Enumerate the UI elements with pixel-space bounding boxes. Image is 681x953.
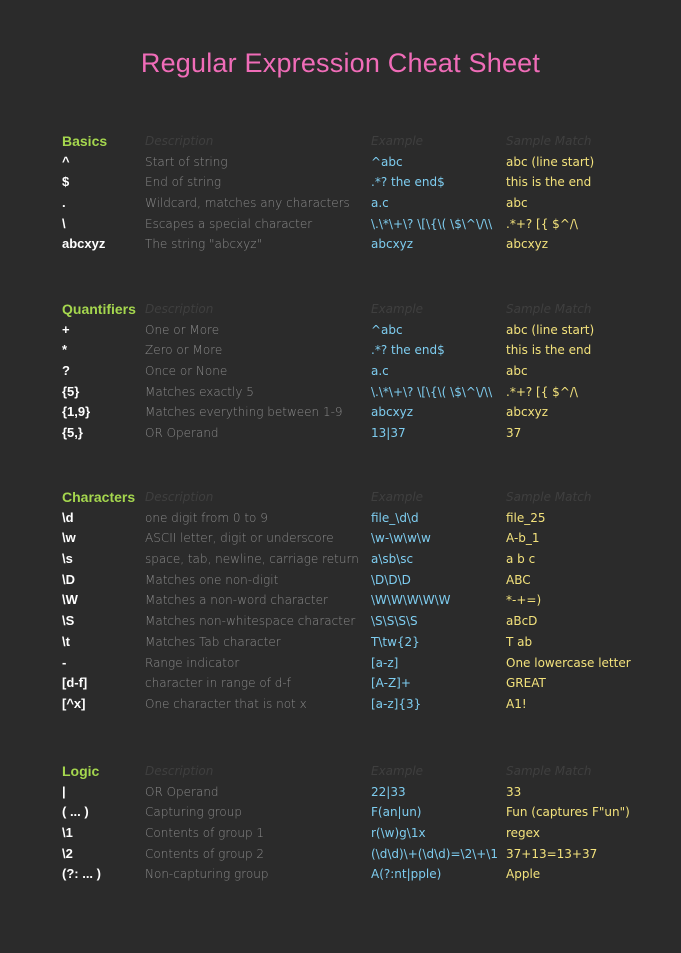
regex-token: \D — [62, 571, 75, 587]
sample-match: abc — [506, 364, 528, 379]
table-row — [0, 382, 681, 403]
table-row — [0, 193, 681, 214]
sample-match: A1! — [506, 696, 527, 711]
sample-match: GREAT — [506, 676, 546, 691]
regex-token: | — [62, 783, 66, 799]
regex-token: {5,} — [62, 425, 83, 441]
regex-example: r(\w)g\1x — [371, 826, 426, 841]
token-description: End of string — [145, 175, 222, 190]
description-header: Description — [145, 134, 214, 148]
sample-match: abcxyz — [506, 237, 549, 252]
table-row — [0, 320, 681, 341]
regex-token: (?: ... ) — [62, 866, 101, 882]
table-row — [0, 653, 681, 674]
token-description: Start of string — [145, 154, 228, 169]
section-header-row — [0, 761, 681, 782]
regex-example: a.c — [371, 196, 389, 211]
sample-match: abc (line start) — [506, 154, 595, 169]
example-header: Example — [371, 302, 424, 316]
sample-match-header: Sample Match — [506, 134, 592, 148]
regex-token: [^x] — [62, 695, 86, 711]
token-description: Matches Tab character — [145, 634, 281, 649]
table-row — [0, 549, 681, 570]
regex-token: \ — [62, 215, 66, 231]
section-characters — [0, 487, 681, 715]
regex-example: (\d\d)\+(\d\d)=\2\+\1 — [371, 846, 498, 861]
regex-example: \.\*\+\? \[\{\( \$\^\/\\ — [371, 384, 493, 399]
table-row — [0, 673, 681, 694]
regex-token: \1 — [62, 825, 73, 841]
description-header: Description — [145, 490, 214, 504]
regex-example: F(an|un) — [371, 805, 422, 820]
token-description: Wildcard, matches any characters — [145, 196, 350, 211]
section-header-row — [0, 299, 681, 320]
token-description: OR Operand — [145, 784, 219, 799]
token-description: OR Operand — [145, 426, 219, 441]
sample-match: a b c — [506, 552, 536, 567]
token-description: Matches exactly 5 — [145, 384, 254, 399]
regex-example: 22|33 — [371, 784, 406, 799]
token-description: character in range of d-f — [145, 676, 291, 691]
section-title: Basics — [62, 133, 108, 149]
sample-match: regex — [506, 826, 540, 841]
regex-token: [d-f] — [62, 675, 88, 691]
page-title: Regular Expression Cheat Sheet — [140, 48, 541, 78]
sample-match: ABC — [506, 572, 531, 587]
description-header: Description — [145, 302, 214, 316]
section-quantifiers — [0, 299, 681, 444]
example-header: Example — [371, 490, 424, 504]
token-description: Contents of group 1 — [145, 826, 265, 841]
regex-example: a\sb\sc — [371, 552, 414, 567]
regex-token: {5} — [62, 383, 80, 399]
sample-match: this is the end — [506, 343, 592, 358]
table-row — [0, 234, 681, 255]
regex-example: .*? the end$ — [371, 175, 445, 190]
sample-match: Fun (captures F"un") — [506, 805, 630, 820]
sample-match: this is the end — [506, 175, 592, 190]
token-description: Range indicator — [145, 655, 240, 670]
example-header: Example — [371, 134, 424, 148]
regex-example: \.\*\+\? \[\{\( \$\^\/\\ — [371, 216, 493, 231]
regex-token: - — [62, 654, 67, 670]
regex-token: \2 — [62, 845, 73, 861]
section-title: Characters — [62, 489, 136, 505]
sample-match-header: Sample Match — [506, 302, 592, 316]
sample-match: file_25 — [506, 510, 546, 525]
regex-token: abcxyz — [62, 236, 106, 252]
table-row — [0, 864, 681, 885]
table-row — [0, 152, 681, 173]
regex-example: \w-\w\w\w — [371, 531, 431, 546]
sample-match: abc — [506, 196, 528, 211]
table-row — [0, 632, 681, 653]
sample-match-header: Sample Match — [506, 490, 592, 504]
regex-example: [a-z]{3} — [371, 696, 422, 711]
table-row — [0, 570, 681, 591]
section-logic — [0, 761, 681, 885]
token-description: Escapes a special character — [145, 216, 313, 231]
section-title: Quantifiers — [62, 301, 136, 317]
table-row — [0, 172, 681, 193]
sample-match: 37 — [506, 426, 522, 441]
token-description: Non-capturing group — [145, 867, 269, 882]
regex-example: 13|37 — [371, 426, 406, 441]
token-description: space, tab, newline, carriage return — [145, 552, 359, 567]
table-row — [0, 508, 681, 529]
regex-example: file_\d\d — [371, 510, 419, 525]
sample-match: *-+=) — [506, 593, 542, 608]
regex-token: + — [62, 321, 70, 337]
table-row — [0, 611, 681, 632]
regex-token: ^ — [62, 153, 70, 169]
regex-token: \W — [62, 592, 78, 608]
table-row — [0, 423, 681, 444]
regex-token: \w — [62, 530, 76, 546]
regex-example: abcxyz — [371, 237, 414, 252]
section-header-row — [0, 487, 681, 508]
regex-example: \D\D\D — [371, 572, 411, 587]
sample-match: A-b_1 — [506, 531, 540, 546]
token-description: Matches everything between 1-9 — [145, 405, 343, 420]
regex-token: \S — [62, 613, 75, 629]
section-header-row — [0, 131, 681, 152]
regex-token: . — [62, 195, 66, 211]
regex-example: T\tw{2} — [371, 634, 420, 649]
token-description: ASCII letter, digit or underscore — [145, 531, 334, 546]
regex-token: {1,9} — [62, 404, 91, 420]
table-row — [0, 694, 681, 715]
regex-example: [A-Z]+ — [371, 676, 411, 691]
token-description: Zero or More — [145, 343, 223, 358]
token-description: One character that is not x — [145, 696, 307, 711]
regex-example: [a-z] — [371, 655, 399, 670]
regex-token: ? — [62, 363, 70, 379]
table-row — [0, 402, 681, 423]
regex-example: ^abc — [371, 322, 403, 337]
table-row — [0, 590, 681, 611]
regex-token: * — [62, 342, 68, 358]
example-header: Example — [371, 764, 424, 778]
sample-match: 37+13=13+37 — [506, 846, 598, 861]
sample-match: aBcD — [506, 614, 538, 629]
sample-match: T ab — [506, 634, 533, 649]
sample-match: 33 — [506, 784, 522, 799]
token-description: Capturing group — [145, 805, 242, 820]
regex-example: abcxyz — [371, 405, 414, 420]
table-row — [0, 802, 681, 823]
token-description: One or More — [145, 322, 220, 337]
sample-match: One lowercase letter — [506, 655, 631, 670]
sample-match-header: Sample Match — [506, 764, 592, 778]
token-description: The string "abcxyz" — [145, 237, 263, 252]
table-row — [0, 361, 681, 382]
sample-match: .*+? [{ $^/\ — [506, 216, 578, 231]
regex-token: \d — [62, 509, 74, 525]
table-row — [0, 214, 681, 235]
regex-example: A(?:nt|pple) — [371, 867, 442, 882]
regex-example: ^abc — [371, 154, 403, 169]
token-description: Once or None — [145, 364, 228, 379]
sample-match: abcxyz — [506, 405, 549, 420]
regex-example: \W\W\W\W\W — [371, 593, 451, 608]
token-description: Matches one non-digit — [145, 572, 279, 587]
token-description: Matches non-whitespace character — [145, 614, 356, 629]
table-row — [0, 823, 681, 844]
regex-example: \S\S\S\S — [371, 614, 418, 629]
regex-example: .*? the end$ — [371, 343, 445, 358]
token-description: Matches a non-word character — [145, 593, 328, 608]
section-title: Logic — [62, 763, 100, 779]
table-row — [0, 782, 681, 803]
regex-example: a.c — [371, 364, 389, 379]
description-header: Description — [145, 764, 214, 778]
regex-token: \s — [62, 551, 73, 567]
section-basics — [0, 131, 681, 255]
sample-match: Apple — [506, 867, 541, 882]
sample-match: abc (line start) — [506, 322, 595, 337]
token-description: one digit from 0 to 9 — [145, 510, 268, 525]
regex-token: $ — [62, 174, 70, 190]
table-row — [0, 340, 681, 361]
regex-token: ( ... ) — [62, 804, 89, 820]
sample-match: .*+? [{ $^/\ — [506, 384, 578, 399]
regex-token: \t — [62, 633, 70, 649]
table-row — [0, 528, 681, 549]
table-row — [0, 844, 681, 865]
token-description: Contents of group 2 — [145, 846, 265, 861]
